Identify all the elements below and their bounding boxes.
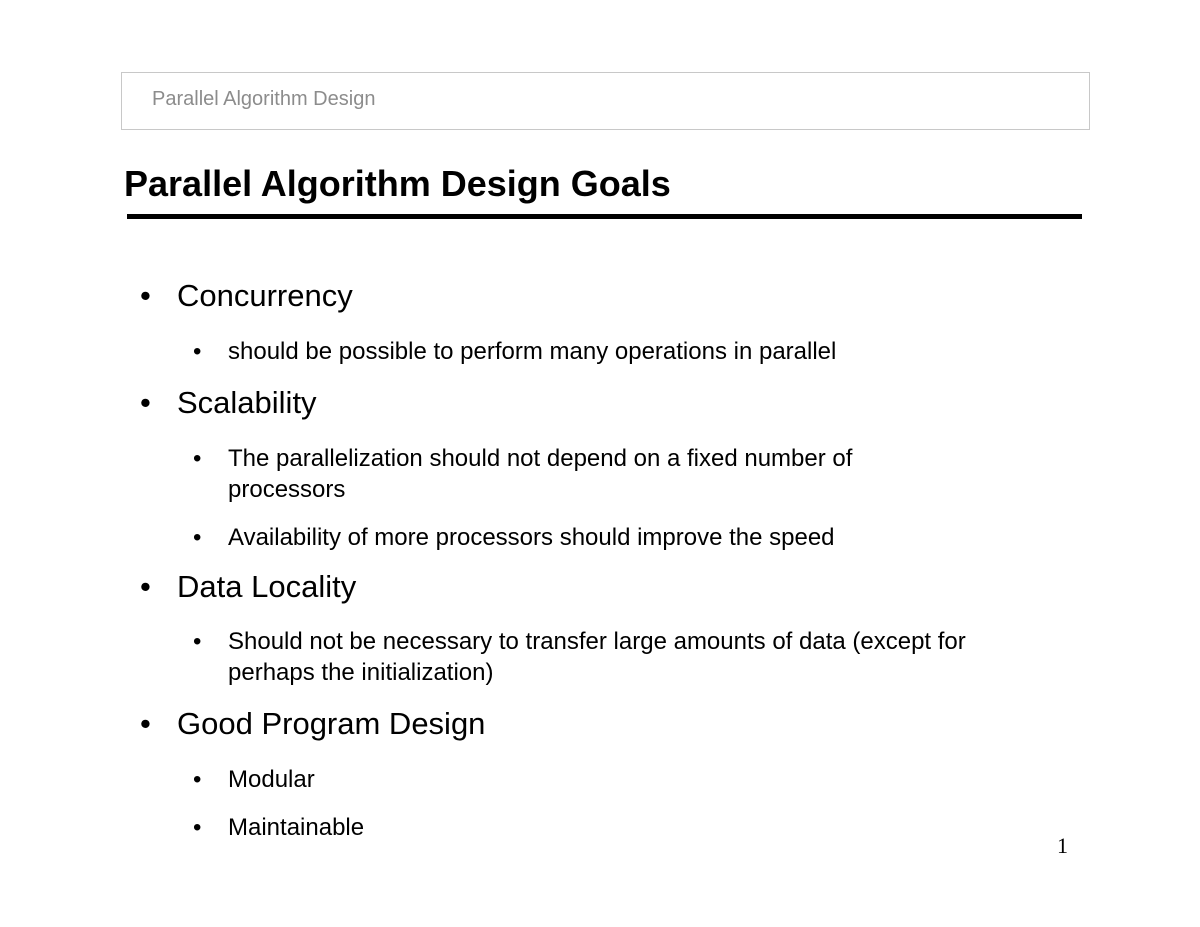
sub-bullet-text: Modular <box>228 766 315 793</box>
bullet-label: Data Locality <box>177 569 357 604</box>
sub-bullet-text: Should not be necessary to transfer large amounts of data (except for <box>228 628 966 655</box>
slide-title: Parallel Algorithm Design Goals <box>124 163 671 204</box>
bullet-label: Concurrency <box>177 278 353 313</box>
sub-bullet-text: Maintainable <box>228 814 365 841</box>
bullet-dot-icon: • <box>140 569 151 604</box>
sub-bullet-dot-icon: • <box>193 445 202 472</box>
bullet-dot-icon: • <box>140 278 151 313</box>
bullet-dot-icon: • <box>140 706 151 741</box>
bullet-label: Scalability <box>177 385 317 420</box>
running-header-title: Parallel Algorithm Design <box>152 88 376 110</box>
sub-bullet-text: should be possible to perform many operations in parallel <box>228 338 837 365</box>
sub-bullet-text: The parallelization should not depend on a fixed number of <box>228 445 853 472</box>
bullet-label: Good Program Design <box>177 706 486 741</box>
sub-bullet-dot-icon: • <box>193 524 202 551</box>
sub-bullet-text: perhaps the initialization) <box>228 659 494 686</box>
sub-bullet-dot-icon: • <box>193 814 202 841</box>
page-number: 1 <box>1057 833 1068 858</box>
sub-bullet-dot-icon: • <box>193 338 202 365</box>
bullet-dot-icon: • <box>140 385 151 420</box>
sub-bullet-text: Availability of more processors should improve the speed <box>228 524 835 551</box>
sub-bullet-dot-icon: • <box>193 766 202 793</box>
sub-bullet-dot-icon: • <box>193 628 202 655</box>
sub-bullet-text: processors <box>228 476 346 503</box>
